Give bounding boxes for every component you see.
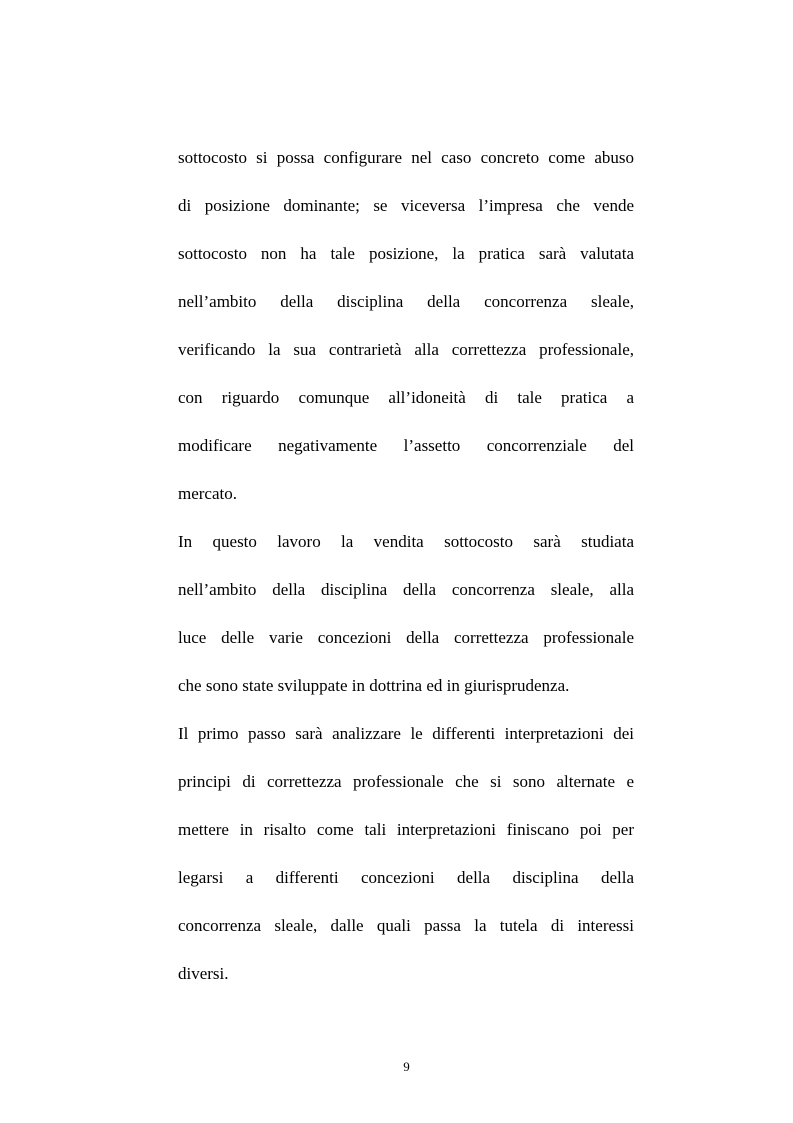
text-line: sottocosto non ha tale posizione, la pratica sarà valutata — [178, 244, 634, 263]
text-line: che sono state sviluppate in dottrina ed in giurisprudenza. — [178, 676, 570, 695]
text-line: principi di correttezza professionale che si sono alternate e — [178, 772, 634, 791]
paragraph-2 — [178, 526, 634, 718]
text-line: mettere in risalto come tali interpretazioni finiscano poi per — [178, 820, 634, 839]
text-line: sottocosto si possa configurare nel caso concreto come abuso — [178, 148, 634, 167]
text-line: mercato. — [178, 484, 237, 503]
paragraph-1 — [178, 142, 634, 526]
paragraph-3 — [178, 718, 634, 1006]
text-line: In questo lavoro la vendita sottocosto sarà studiata — [178, 532, 634, 551]
text-line: Il primo passo sarà analizzare le differenti interpretazioni dei — [178, 724, 634, 743]
text-line: con riguardo comunque all’idoneità di tale pratica a — [178, 388, 634, 407]
text-line: di posizione dominante; se viceversa l’impresa che vende — [178, 196, 634, 215]
text-line: luce delle varie concezioni della correttezza professionale — [178, 628, 634, 647]
text-line: diversi. — [178, 964, 229, 983]
text-line: nell’ambito della disciplina della concorrenza sleale, alla — [178, 580, 634, 599]
page-body — [178, 142, 634, 1006]
text-line: nell’ambito della disciplina della concorrenza sleale, — [178, 292, 634, 311]
text-line: modificare negativamente l’assetto concorrenziale del — [178, 436, 634, 455]
page-number: 9 — [403, 1059, 410, 1074]
text-line: legarsi a differenti concezioni della disciplina della — [178, 868, 634, 887]
text-line: concorrenza sleale, dalle quali passa la tutela di interessi — [178, 916, 634, 935]
text-line: verificando la sua contrarietà alla correttezza professionale, — [178, 340, 634, 359]
